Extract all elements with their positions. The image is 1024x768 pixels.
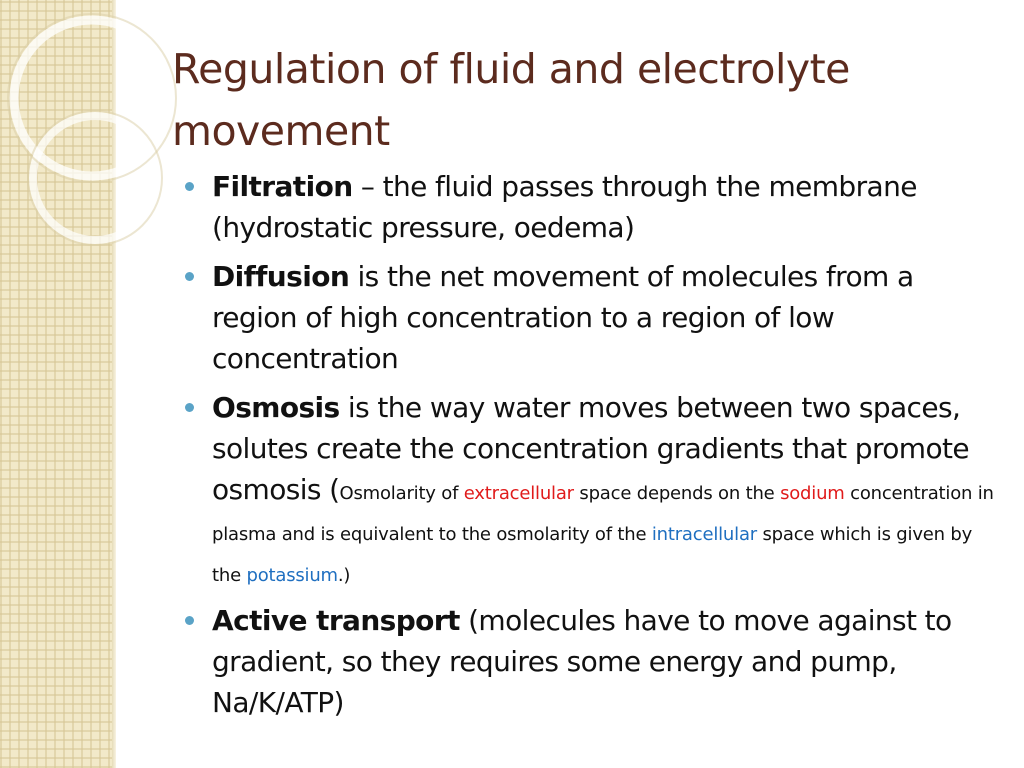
ring-large-shadow: [8, 14, 176, 182]
bullet-dot-icon: [185, 616, 194, 625]
bullet-dot-icon: [185, 403, 194, 412]
potassium-highlight: potassium: [246, 565, 338, 586]
bullet-item-active-transport: [212, 600, 1002, 723]
bullet-term: Osmosis: [212, 391, 340, 424]
decorative-rings: [0, 0, 190, 260]
extracellular-highlight: extracellular: [463, 483, 574, 504]
note-text: Osmolarity of: [339, 483, 464, 504]
bullet-term: Active transport: [212, 604, 460, 637]
intracellular-highlight: intracellular: [651, 524, 757, 545]
note-text: concentration in plasma and is equivalent to the osmolarity of the: [212, 483, 994, 545]
bullet-term: Diffusion: [212, 260, 350, 293]
bullet-term: Filtration: [212, 170, 353, 203]
bullet-item-osmosis: [212, 387, 1002, 592]
note-text: space which is given by the: [212, 524, 973, 586]
slide-title: Regulation of fluid and electrolyte movement: [172, 45, 850, 155]
bullet-dot-icon: [185, 182, 194, 191]
bullet-text: is the net movement of molecules from a region of high concentration to a region of low concentration: [212, 260, 914, 375]
bullet-text: (molecules have to move against to gradient, so they requires some energy and pump, Na/K/ATP): [212, 604, 952, 719]
bullet-item-filtration: [212, 166, 1002, 248]
bullet-item-diffusion: [212, 256, 1002, 379]
bullet-text: is the way water moves between two spaces, solutes create the concentration gradients that promote osmosis (: [212, 391, 970, 506]
bullet-list: [212, 166, 1002, 731]
note-text: space depends on the: [573, 483, 781, 504]
bullet-dot-icon: [185, 272, 194, 281]
sodium-highlight: sodium: [780, 483, 845, 504]
note-text: .): [337, 565, 351, 586]
bullet-text: – the fluid passes through the membrane (hydrostatic pressure, oedema): [212, 170, 917, 244]
